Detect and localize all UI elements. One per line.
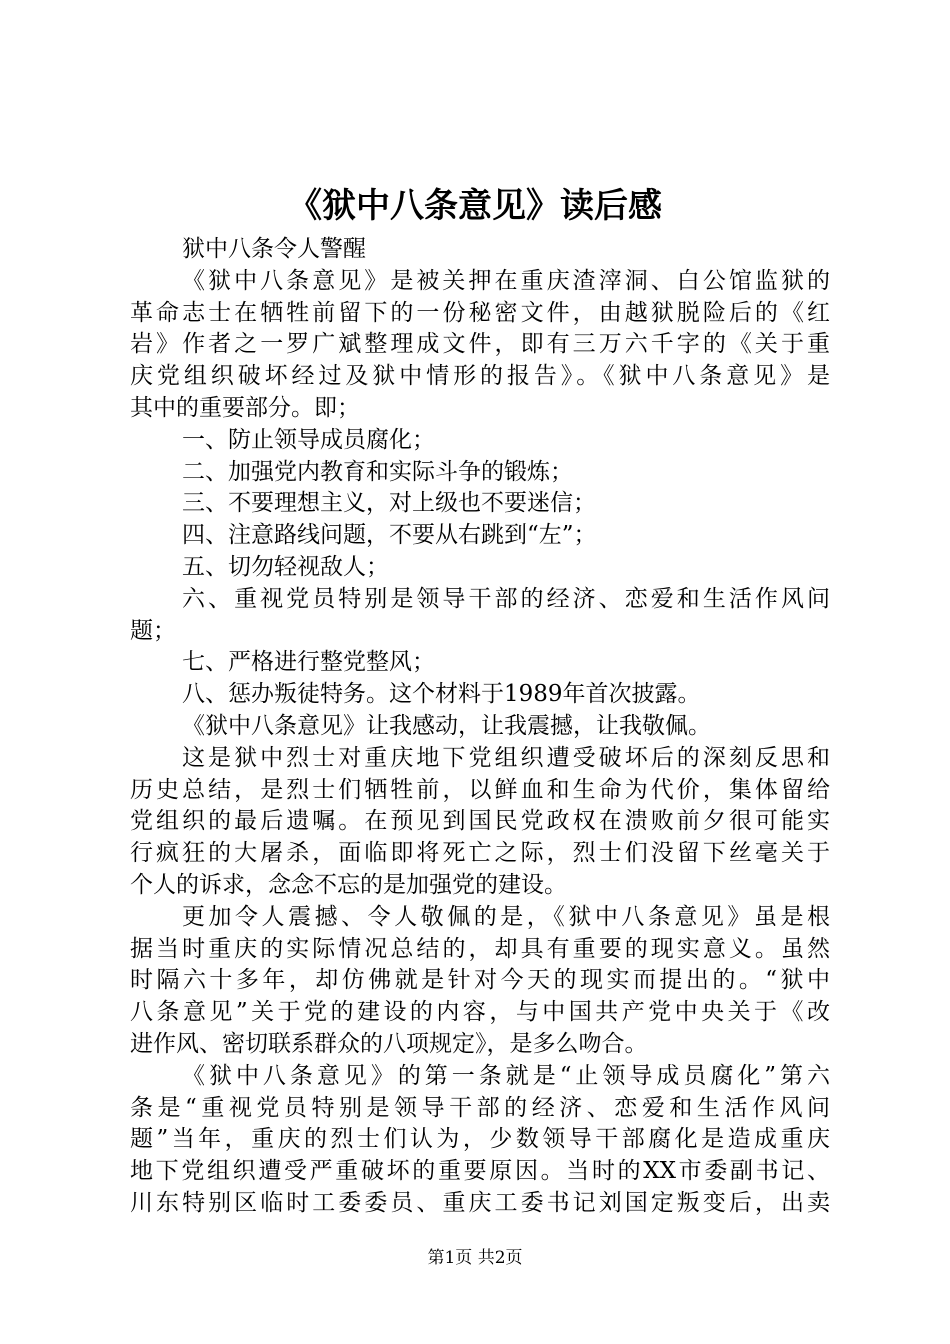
text-line: 更加令人震撼、令人敬佩的是，《狱中八条意见》虽是根 bbox=[182, 903, 830, 930]
text-line: 《狱中八条意见》让我感动，让我震撼，让我敬佩。 bbox=[182, 712, 711, 739]
text-line: 时隔六十多年，却仿佛就是针对今天的现实而提出的。“狱中 bbox=[130, 967, 830, 994]
text-line: 题”当年，重庆的烈士们认为，少数领导干部腐化是造成重庆 bbox=[130, 1126, 830, 1153]
text-line: 革命志士在牺牲前留下的一份秘密文件，由越狱脱险后的《红 bbox=[130, 299, 830, 326]
text-line: 题； bbox=[130, 617, 176, 644]
text-line: 八、惩办叛徒特务。这个材料于1989年首次披露。 bbox=[182, 681, 701, 708]
text-line: 岩》作者之一罗广斌整理成文件，即有三万六千字的《关于重 bbox=[130, 331, 830, 358]
text-line: 七、严格进行整党整风； bbox=[182, 649, 435, 676]
text-line: 据当时重庆的实际情况总结的，却具有重要的现实意义。虽然 bbox=[130, 935, 830, 962]
text-line: 六、重视党员特别是领导干部的经济、恋爱和生活作风问 bbox=[182, 585, 830, 612]
text-line: 四、注意路线问题，不要从右跳到“左”； bbox=[182, 522, 597, 549]
page-number-footer: 第1页 共2页 bbox=[427, 1248, 523, 1268]
text-line: 二、加强党内教育和实际斗争的锻炼； bbox=[182, 458, 573, 485]
text-line: 个人的诉求，念念不忘的是加强党的建设。 bbox=[130, 871, 567, 898]
text-line: 这是狱中烈士对重庆地下党组织遭受破坏后的深刻反思和 bbox=[182, 744, 830, 771]
document-title: 《狱中八条意见》读后感 bbox=[288, 186, 662, 226]
text-line: 一、防止领导成员腐化； bbox=[182, 426, 435, 453]
text-line: 行疯狂的大屠杀，面临即将死亡之际，烈士们没留下丝毫关于 bbox=[130, 840, 830, 867]
text-line: 《狱中八条意见》是被关押在重庆渣滓洞、白公馆监狱的 bbox=[182, 267, 830, 294]
text-line: 八条意见”关于党的建设的内容，与中国共产党中央关于《改 bbox=[130, 999, 830, 1026]
text-line: 五、切勿轻视敌人； bbox=[182, 553, 389, 580]
text-line: 其中的重要部分。即； bbox=[130, 394, 360, 421]
text-line: 三、不要理想主义，对上级也不要迷信； bbox=[182, 490, 596, 517]
text-line: 党组织的最后遗嘱。在预见到国民党政权在溃败前夕很可能实 bbox=[130, 808, 830, 835]
text-line: 历史总结，是烈士们牺牲前，以鲜血和生命为代价，集体留给 bbox=[130, 776, 830, 803]
text-line: 地下党组织遭受严重破坏的重要原因。当时的XX市委副书记、 bbox=[130, 1158, 830, 1185]
text-line: 进作风、密切联系群众的八项规定》，是多么吻合。 bbox=[130, 1030, 648, 1057]
document-body bbox=[130, 234, 830, 1220]
text-line: 《狱中八条意见》的第一条就是“止领导成员腐化”第六 bbox=[182, 1062, 830, 1089]
text-line: 条是“重视党员特别是领导干部的经济、恋爱和生活作风问 bbox=[130, 1094, 830, 1121]
text-line: 狱中八条令人警醒 bbox=[182, 236, 366, 262]
text-line: 庆党组织破坏经过及狱中情形的报告》。《狱中八条意见》是 bbox=[130, 363, 830, 390]
text-line: 川东特别区临时工委委员、重庆工委书记刘国定叛变后，出卖 bbox=[130, 1189, 830, 1216]
